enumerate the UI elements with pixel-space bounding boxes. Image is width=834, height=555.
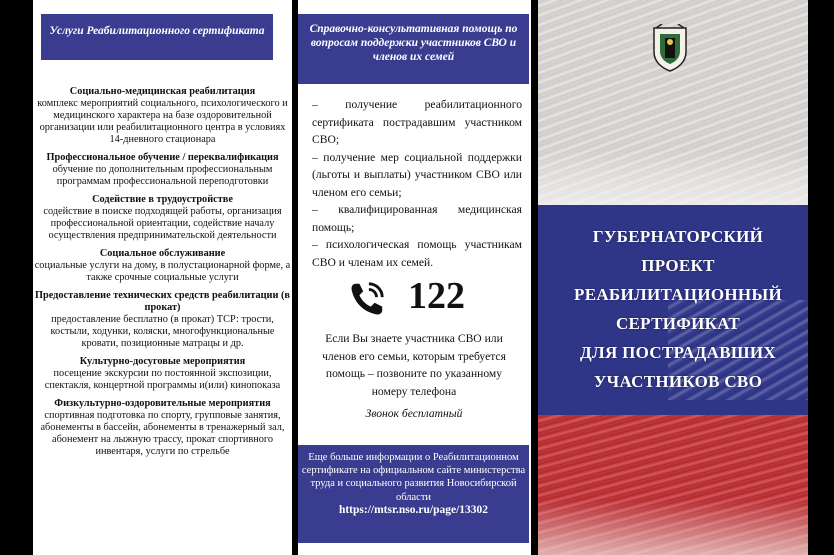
phone-icon bbox=[348, 280, 386, 318]
service-text: посещение экскурсии по постоянной экспозиции, спектакля, концертной программы и(или) кинопоказа bbox=[44, 368, 281, 391]
phone-block bbox=[348, 275, 528, 320]
project-title bbox=[558, 222, 798, 396]
service-item bbox=[33, 86, 292, 146]
help-item: – квалифицированная медицинская помощь; bbox=[312, 203, 522, 234]
service-text: спортивная подготовка по спорту, групповые занятия, абонементы в бассейн, абонементы в тренажерный зал, абонемент на лыжную трассу, прокат спортивного инвентаря, услуги по стрельбе bbox=[40, 410, 285, 457]
services-header: Услуги Реабилитационного сертификата bbox=[41, 14, 273, 60]
title-line: ГУБЕРНАТОРСКИЙ bbox=[592, 227, 764, 246]
service-text: комплекс мероприятий социального, психологического и медицинского характера на базе оздоровительной организации или реабилитационного центра в условиях 14-дневного стационара bbox=[37, 98, 288, 145]
title-line: РЕАБИЛИТАЦИОННЫЙ bbox=[574, 285, 782, 304]
help-item: – получение реабилитационного сертификата пострадавшим участником СВО; bbox=[312, 98, 522, 146]
service-item bbox=[33, 194, 292, 242]
service-text: предоставление бесплатно (в прокат) ТСР: трости, костыли, ходунки, коляски, многофункциональные кровати, позиционные матрацы и др. bbox=[50, 314, 275, 349]
help-item: – психологическая помощь участникам СВО и членам их семей. bbox=[312, 238, 522, 269]
info-footer bbox=[298, 445, 529, 543]
flag-red-fade bbox=[538, 500, 808, 555]
cover-panel bbox=[538, 0, 808, 555]
help-list bbox=[312, 96, 522, 271]
service-title: Профессиональное обучение / переквалификация bbox=[46, 152, 279, 163]
help-item: – получение мер социальной поддержки (льготы и выплаты) участником СВО или членом его семьи; bbox=[312, 150, 522, 199]
service-title: Культурно-досуговые мероприятия bbox=[79, 356, 246, 367]
footer-text: Еще больше информации о Реабилитационном сертификате на официальном сайте министерства труда и социального развития Новосибирской области bbox=[301, 452, 526, 503]
coat-of-arms-icon bbox=[650, 24, 690, 72]
help-header: Справочно-консультативная помощь по вопросам поддержки участников СВО и членов их семей bbox=[298, 14, 529, 84]
title-line: УЧАСТНИКОВ СВО bbox=[593, 372, 763, 391]
free-call-note: Звонок бесплатный bbox=[365, 407, 463, 420]
help-panel bbox=[298, 0, 531, 555]
service-title: Социальное обслуживание bbox=[99, 248, 226, 259]
service-title: Предоставление технических средств реабилитации (в прокат) bbox=[35, 290, 290, 313]
services-panel bbox=[33, 0, 292, 555]
service-item bbox=[33, 290, 292, 350]
services-list bbox=[33, 86, 292, 464]
title-line: СЕРТИФИКАТ bbox=[615, 314, 741, 333]
call-text: Если Вы знаете участника СВО или членов его семьи, которым требуется помощь – позвоните по указанному номеру телефона bbox=[322, 332, 506, 398]
title-line: ДЛЯ ПОСТРАДАВШИХ bbox=[580, 343, 776, 362]
service-item bbox=[33, 248, 292, 284]
service-item bbox=[33, 398, 292, 458]
service-title: Социально-медицинская реабилитация bbox=[69, 86, 256, 97]
service-title: Содействие в трудоустройстве bbox=[92, 194, 233, 205]
service-text: содействие в поиске подходящей работы, организация профессиональной ориентации, содействие началу осуществления предпринимательской деятельности bbox=[43, 206, 282, 241]
service-text: обучение по дополнительным профессиональным программам профессиональной переподготовки bbox=[52, 164, 273, 187]
service-item bbox=[33, 152, 292, 188]
service-text: социальные услуги на дому, в полустационарной форме, а также срочные социальные услуги bbox=[34, 260, 291, 283]
footer-link[interactable]: https://mtsr.nso.ru/page/13302 bbox=[338, 503, 489, 516]
service-item bbox=[33, 356, 292, 392]
service-title: Физкультурно-оздоровительные мероприятия bbox=[54, 398, 271, 409]
title-line: ПРОЕКТ bbox=[641, 256, 715, 275]
phone-number[interactable]: 122 bbox=[408, 275, 465, 317]
